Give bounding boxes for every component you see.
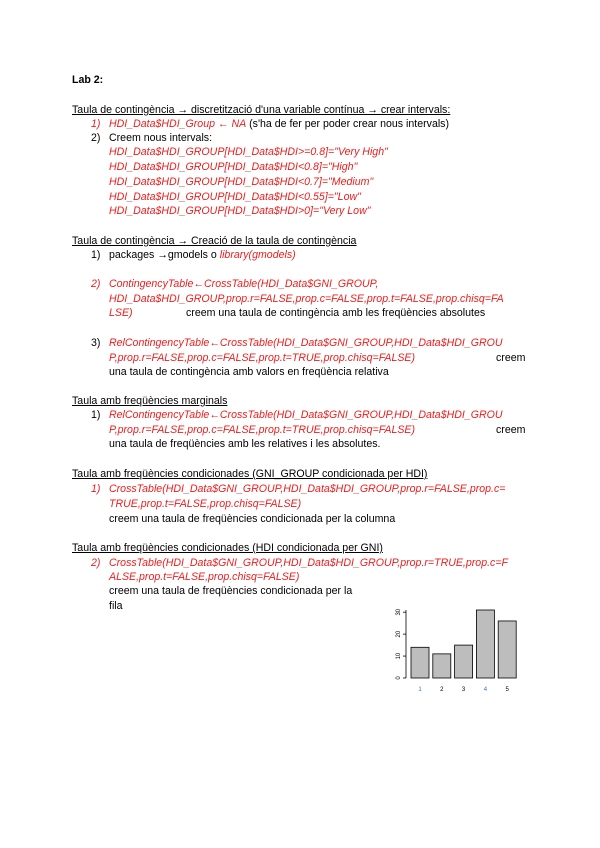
s1-item2-text: Creem nous intervals: <box>109 132 213 144</box>
s2-item2-number: 2) <box>91 278 101 290</box>
s1-item1-number: 1) <box>91 118 101 130</box>
s1-item1-text: (s'ha de fer per poder crear nous intervals) <box>249 118 450 130</box>
s2-item2-code-line3: LSE) <box>109 307 133 319</box>
s2-item3-code-line2: P,prop.r=FALSE,prop.c=FALSE,prop.t=TRUE,prop.chisq=FALSE) <box>109 352 415 364</box>
code-line: HDI_Data$HDI_GROUP[HDI_Data$HDI<0.55]="Low" <box>109 191 361 203</box>
s1-item1-code: HDI_Data$HDI_Group ← NA <box>109 118 247 130</box>
section-2-heading: Taula de contingència → Creació de la taula de contingència <box>72 235 357 247</box>
x-tick-label: 4 <box>483 687 488 693</box>
s2-item3-text-end: creem <box>496 352 526 364</box>
s5-item2-text-line2: fila <box>109 600 123 612</box>
x-tick-label: 2 <box>440 687 444 693</box>
s4-item1-number: 1) <box>91 483 101 495</box>
s4-item1-code-line2: TRUE,prop.t=FALSE,prop.chisq=FALSE) <box>109 498 302 510</box>
bar <box>498 621 516 678</box>
s5-item2-code-line1: CrossTable(HDI_Data$GNI_GROUP,HDI_Data$HDI_GROUP,prop.r=TRUE,prop.c=F <box>109 557 508 569</box>
s2-item1 <box>109 249 296 262</box>
s2-item2-text: creem una taula de contingència amb les freqüències absolutes <box>186 307 486 319</box>
s5-item2-code-line2: ALSE,prop.t=FALSE,prop.chisq=FALSE) <box>109 571 300 583</box>
y-tick-label: 0 <box>396 676 402 680</box>
s2-item1-text: packages →gmodels o <box>109 249 217 261</box>
s2-item3-text: una taula de contingència amb valors en freqüència relativa <box>109 366 389 378</box>
s2-item2-code-line1: ContingencyTable←CrossTable(HDI_Data$GNI_GROUP, <box>109 278 379 290</box>
y-tick-label: 20 <box>396 630 402 638</box>
code-line: HDI_Data$HDI_GROUP[HDI_Data$HDI<0.7]="Medium" <box>109 176 374 188</box>
x-tick-label: 3 <box>461 687 466 693</box>
s4-item1-code-line1: CrossTable(HDI_Data$GNI_GROUP,HDI_Data$HDI_GROUP,prop.r=FALSE,prop.c= <box>109 483 506 495</box>
s3-item1-text: una taula de freqüències amb les relatives i les absolutes. <box>109 438 381 450</box>
s1-item2-number: 2) <box>91 132 101 144</box>
section-4-heading: Taula amb freqüències condicionades (GNI_GROUP condicionada per HDI) <box>72 468 428 480</box>
s5-item2-text-line1: creem una taula de freqüències condicionada per la <box>109 585 353 597</box>
x-tick-label: 5 <box>505 687 509 693</box>
bar <box>433 654 451 678</box>
s3-item1-number: 1) <box>91 409 101 421</box>
code-line: HDI_Data$HDI_GROUP[HDI_Data$HDI<0.8]="High" <box>109 161 358 173</box>
s2-item3-code-line1: RelContingencyTable←CrossTable(HDI_Data$GNI_GROUP,HDI_Data$HDI_GROU <box>109 337 503 349</box>
x-tick-label: 1 <box>418 687 422 693</box>
s3-item1-code-line1: RelContingencyTable←CrossTable(HDI_Data$GNI_GROUP,HDI_Data$HDI_GROU <box>109 409 503 421</box>
section-5-heading: Taula amb freqüències condicionades (HDI condicionada per GNI) <box>72 542 383 554</box>
y-tick-label: 30 <box>396 608 402 616</box>
s2-item2-code-line2: HDI_Data$HDI_GROUP,prop.r=FALSE,prop.c=FALSE,prop.t=FALSE,prop.chisq=FA <box>109 293 504 305</box>
code-line: HDI_Data$HDI_GROUP[HDI_Data$HDI>0]="Very Low" <box>109 205 371 217</box>
code-line: HDI_Data$HDI_GROUP[HDI_Data$HDI>=0.8]="Very High" <box>109 146 388 158</box>
s5-item2-number: 2) <box>91 557 101 569</box>
s2-item3-number: 3) <box>91 337 101 349</box>
section-1-heading: Taula de contingència → discretització d'una variable contínua → crear intervals: <box>72 104 451 116</box>
s2-item1-code: library(gmodels) <box>219 249 296 261</box>
page-title: Lab 2: <box>72 74 104 86</box>
s3-item1-code-line2: P,prop.r=FALSE,prop.c=FALSE,prop.t=TRUE,prop.chisq=FALSE) <box>109 424 415 436</box>
bar-chart <box>393 602 543 702</box>
y-tick-label: 10 <box>396 652 402 660</box>
bar <box>411 647 429 678</box>
bar <box>455 645 473 678</box>
s3-item1-text-end: creem <box>496 424 526 436</box>
section-3-heading: Taula amb freqüències marginals <box>72 395 228 407</box>
bar <box>476 610 494 678</box>
s4-item1-text: creem una taula de freqüències condicionada per la columna <box>109 513 396 525</box>
s1-item1 <box>109 118 449 131</box>
s2-item1-number: 1) <box>91 249 101 261</box>
